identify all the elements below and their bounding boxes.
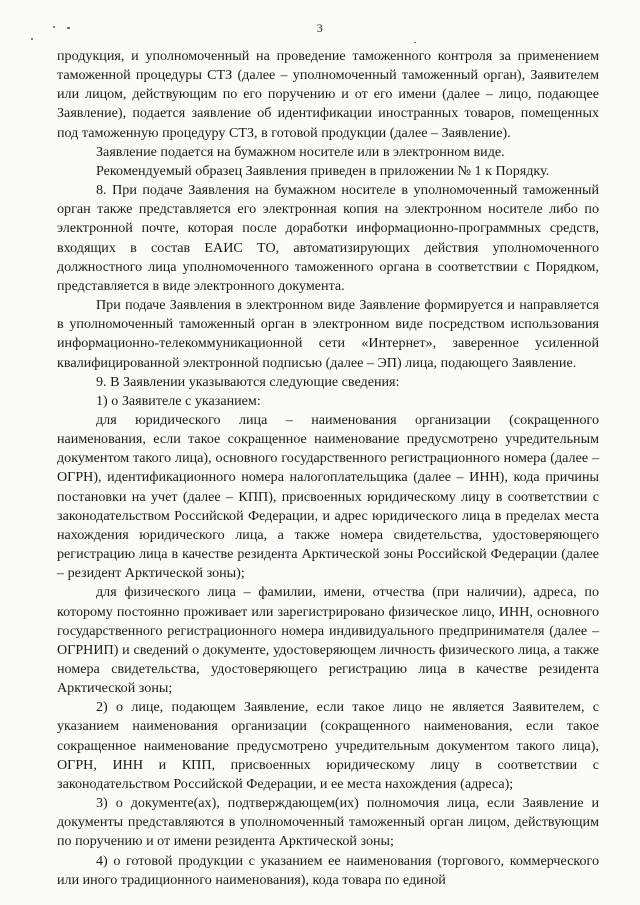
paragraph: продукция, и уполномоченный на проведение таможенного контроля за применением таможенной процедуры СТЗ (далее – уполномоченный таможенный орган), Заявителем или лицом, действующим по его поручению и от его имени (далее – лицо, подающее Заявление), подается заявление об идентификации иностранных товаров, помещенных под таможенную процедуру СТЗ, в готовой продукции (далее – Заявление). bbox=[57, 48, 599, 141]
paragraph: Заявление подается на бумажном носителе или в электронном виде. bbox=[96, 143, 505, 160]
paragraph: 1) о Заявителе с указанием: bbox=[96, 392, 261, 409]
body-text bbox=[57, 47, 599, 890]
paragraph: для физического лица – фамилии, имени, отчества (при наличии), адреса, по которому постоянно проживает или зарегистрировано физическое лицо, ИНН, основного государственного регистрационного номера индивидуального предпринимателя (далее – ОГРНИП) и сведений о документе, удостоверяющем личность физического лица, а также номера свидетельства, удостоверяющего регистрацию лица в качестве резидента Арктической зоны; bbox=[57, 584, 599, 697]
paragraph: 2) о лице, подающем Заявление, если такое лицо не является Заявителем, с указанием наименования организации (сокращенного наименования, если такое сокращенное наименование предусмотрено учредительным документом такого лица), ОГРН, ИНН и КПП, присвоенных юридическому лицу в соответствии с законодательством Российской Федерации, и ее места нахождения (адреса); bbox=[57, 699, 599, 792]
paragraph: для юридического лица – наименования организации (сокращенного наименования, если такое сокращенное наименование предусмотрено учредительным документом такого лица), основного государственного регистрационного номера (далее – ОГРН), идентификационного номера налогоплательщика (далее – ИНН), кода причины постановки на учет (далее – КПП), присвоенных юридическому лицу в соответствии с законодательством Российской Федерации, и адрес юридического лица в пределах места нахождения юридического лица, а также номера свидетельства, удостоверяющего регистрацию лица в качестве резидента Арктической зоны Российской Федерации (далее – резидент Арктической зоны); bbox=[57, 411, 599, 582]
page-number: 3 bbox=[316, 21, 324, 35]
paragraph: 3) о документе(ах), подтверждающем(их) полномочия лица, если Заявление и документы представляются в уполномоченный таможенный орган лицом, действующим по поручению и от имени резидента Арктической зоны; bbox=[57, 795, 599, 850]
paragraph: 8. При подаче Заявления на бумажном носителе в уполномоченный таможенный орган также представляется его электронная копия на электронном носителе либо по электронной почте, которая после доработки информационно-программных средств, входящих в состав ЕАИС ТО, автоматизирующих действия уполномоченного должностного лица уполномоченного таможенного органа в соответствии с Порядком, представляется в виде электронного документа. bbox=[57, 182, 599, 294]
scan-speck bbox=[414, 42, 416, 43]
paragraph: 4) о готовой продукции с указанием ее наименования (торгового, коммерческого или иного традиционного наименования), кода товара по единой bbox=[57, 852, 599, 888]
paragraph: При подаче Заявления в электронном виде Заявление формируется и направляется в уполномоченный таможенный орган в электронном виде посредством использования информационно-телекоммуникационной сети «Интернет», заверенное усиленной квалифицированной электронной подписью (далее – ЭП) лица, подающего Заявление. bbox=[57, 297, 599, 371]
paragraph: Рекомендуемый образец Заявления приведен в приложении № 1 к Порядку. bbox=[96, 162, 550, 179]
paragraph: 9. В Заявлении указываются следующие сведения: bbox=[96, 373, 400, 390]
scan-speck bbox=[31, 38, 33, 40]
